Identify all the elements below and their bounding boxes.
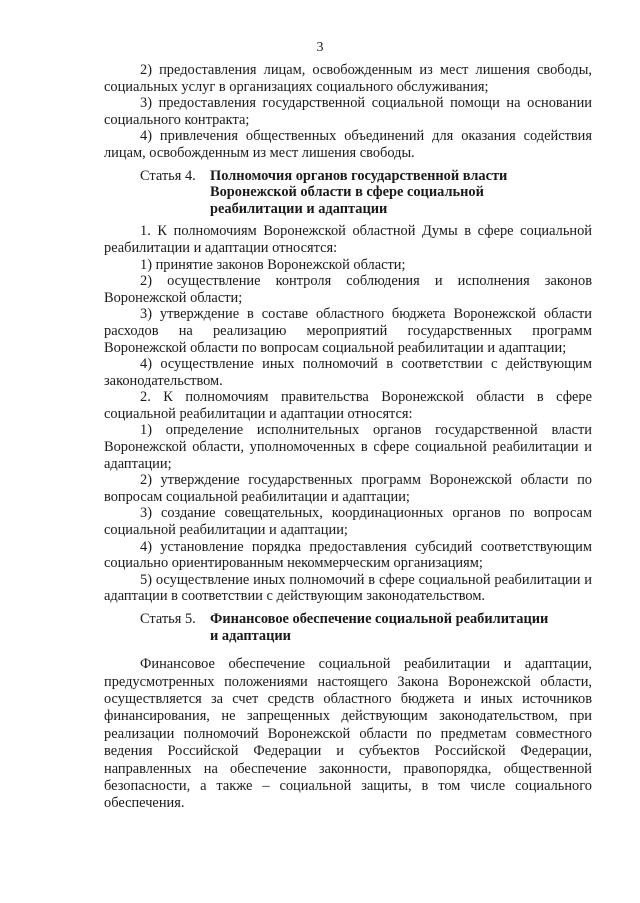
page-number: 3: [316, 40, 324, 55]
paragraph: 3) создание совещательных, координационных органов по вопросам социальной реабилитации и адаптации;: [104, 505, 592, 539]
article-title: Полномочия органов государственной власти Воронежской области в сфере социальной реабилитации и адаптации: [210, 167, 508, 217]
paragraph: 3) утверждение в составе областного бюджета Воронежской области расходов на реализацию мероприятий государственных программ Воронежской области по вопросам социальной реабилитации и адаптации;: [104, 306, 592, 356]
paragraph: Финансовое обеспечение социальной реабилитации и адаптации, предусмотренных положениями настоящего Закона Воронежской области, осуществляется за счет средств областного бюджета и иных источников финансирования, не запрещенных действующим законодательством, при реализации полномочий Воронежской области по предметам совместного ведения Российской Федерации и субъектов Российской Федерации, направленных на обеспечение законности, правопорядка, общественной безопасности, а также – социальной защиты, в том числе социального обеспечения.: [104, 656, 592, 812]
paragraph: 4) осуществление иных полномочий в соответствии с действующим законодательством.: [104, 356, 592, 389]
paragraph: 2) предоставления лицам, освобожденным из мест лишения свободы, социальных услуг в организациях социального обслуживания;: [104, 62, 592, 95]
paragraph: 4) установление порядка предоставления субсидий соответствующим социально ориентированным некоммерческим организациям;: [104, 538, 592, 572]
paragraph: 4) привлечения общественных объединений для оказания содействия лицам, освобожденным из мест лишения свободы.: [104, 128, 592, 161]
article-label: Статья 4.: [140, 167, 196, 184]
paragraph: 1) принятие законов Воронежской области;: [140, 256, 406, 273]
paragraph: 5) осуществление иных полномочий в сфере социальной реабилитации и адаптации в соответствии с действующим законодательством.: [104, 571, 592, 605]
paragraph: 1. К полномочиям Воронежской областной Думы в сфере социальной реабилитации и адаптации относятся:: [104, 223, 592, 256]
article-5-heading: [104, 611, 592, 644]
paragraph: 2. К полномочиям правительства Воронежской области в сфере социальной реабилитации и адаптации относятся:: [104, 389, 592, 422]
paragraph: 1) определение исполнительных органов государственной власти Воронежской области, уполномоченных в сфере социальной реабилитации и адаптации;: [104, 422, 592, 472]
paragraph: 2) осуществление контроля соблюдения и исполнения законов Воронежской области;: [104, 273, 592, 306]
article-title: Финансовое обеспечение социальной реабилитации и адаптации: [210, 611, 549, 644]
paragraph: 3) предоставления государственной социальной помощи на основании социального контракта;: [104, 95, 592, 128]
article-label: Статья 5.: [140, 611, 196, 627]
paragraph: 2) утверждение государственных программ Воронежской области по вопросам социальной реабилитации и адаптации;: [104, 472, 592, 505]
article-4-heading: [104, 168, 592, 218]
document-body: [104, 62, 592, 813]
